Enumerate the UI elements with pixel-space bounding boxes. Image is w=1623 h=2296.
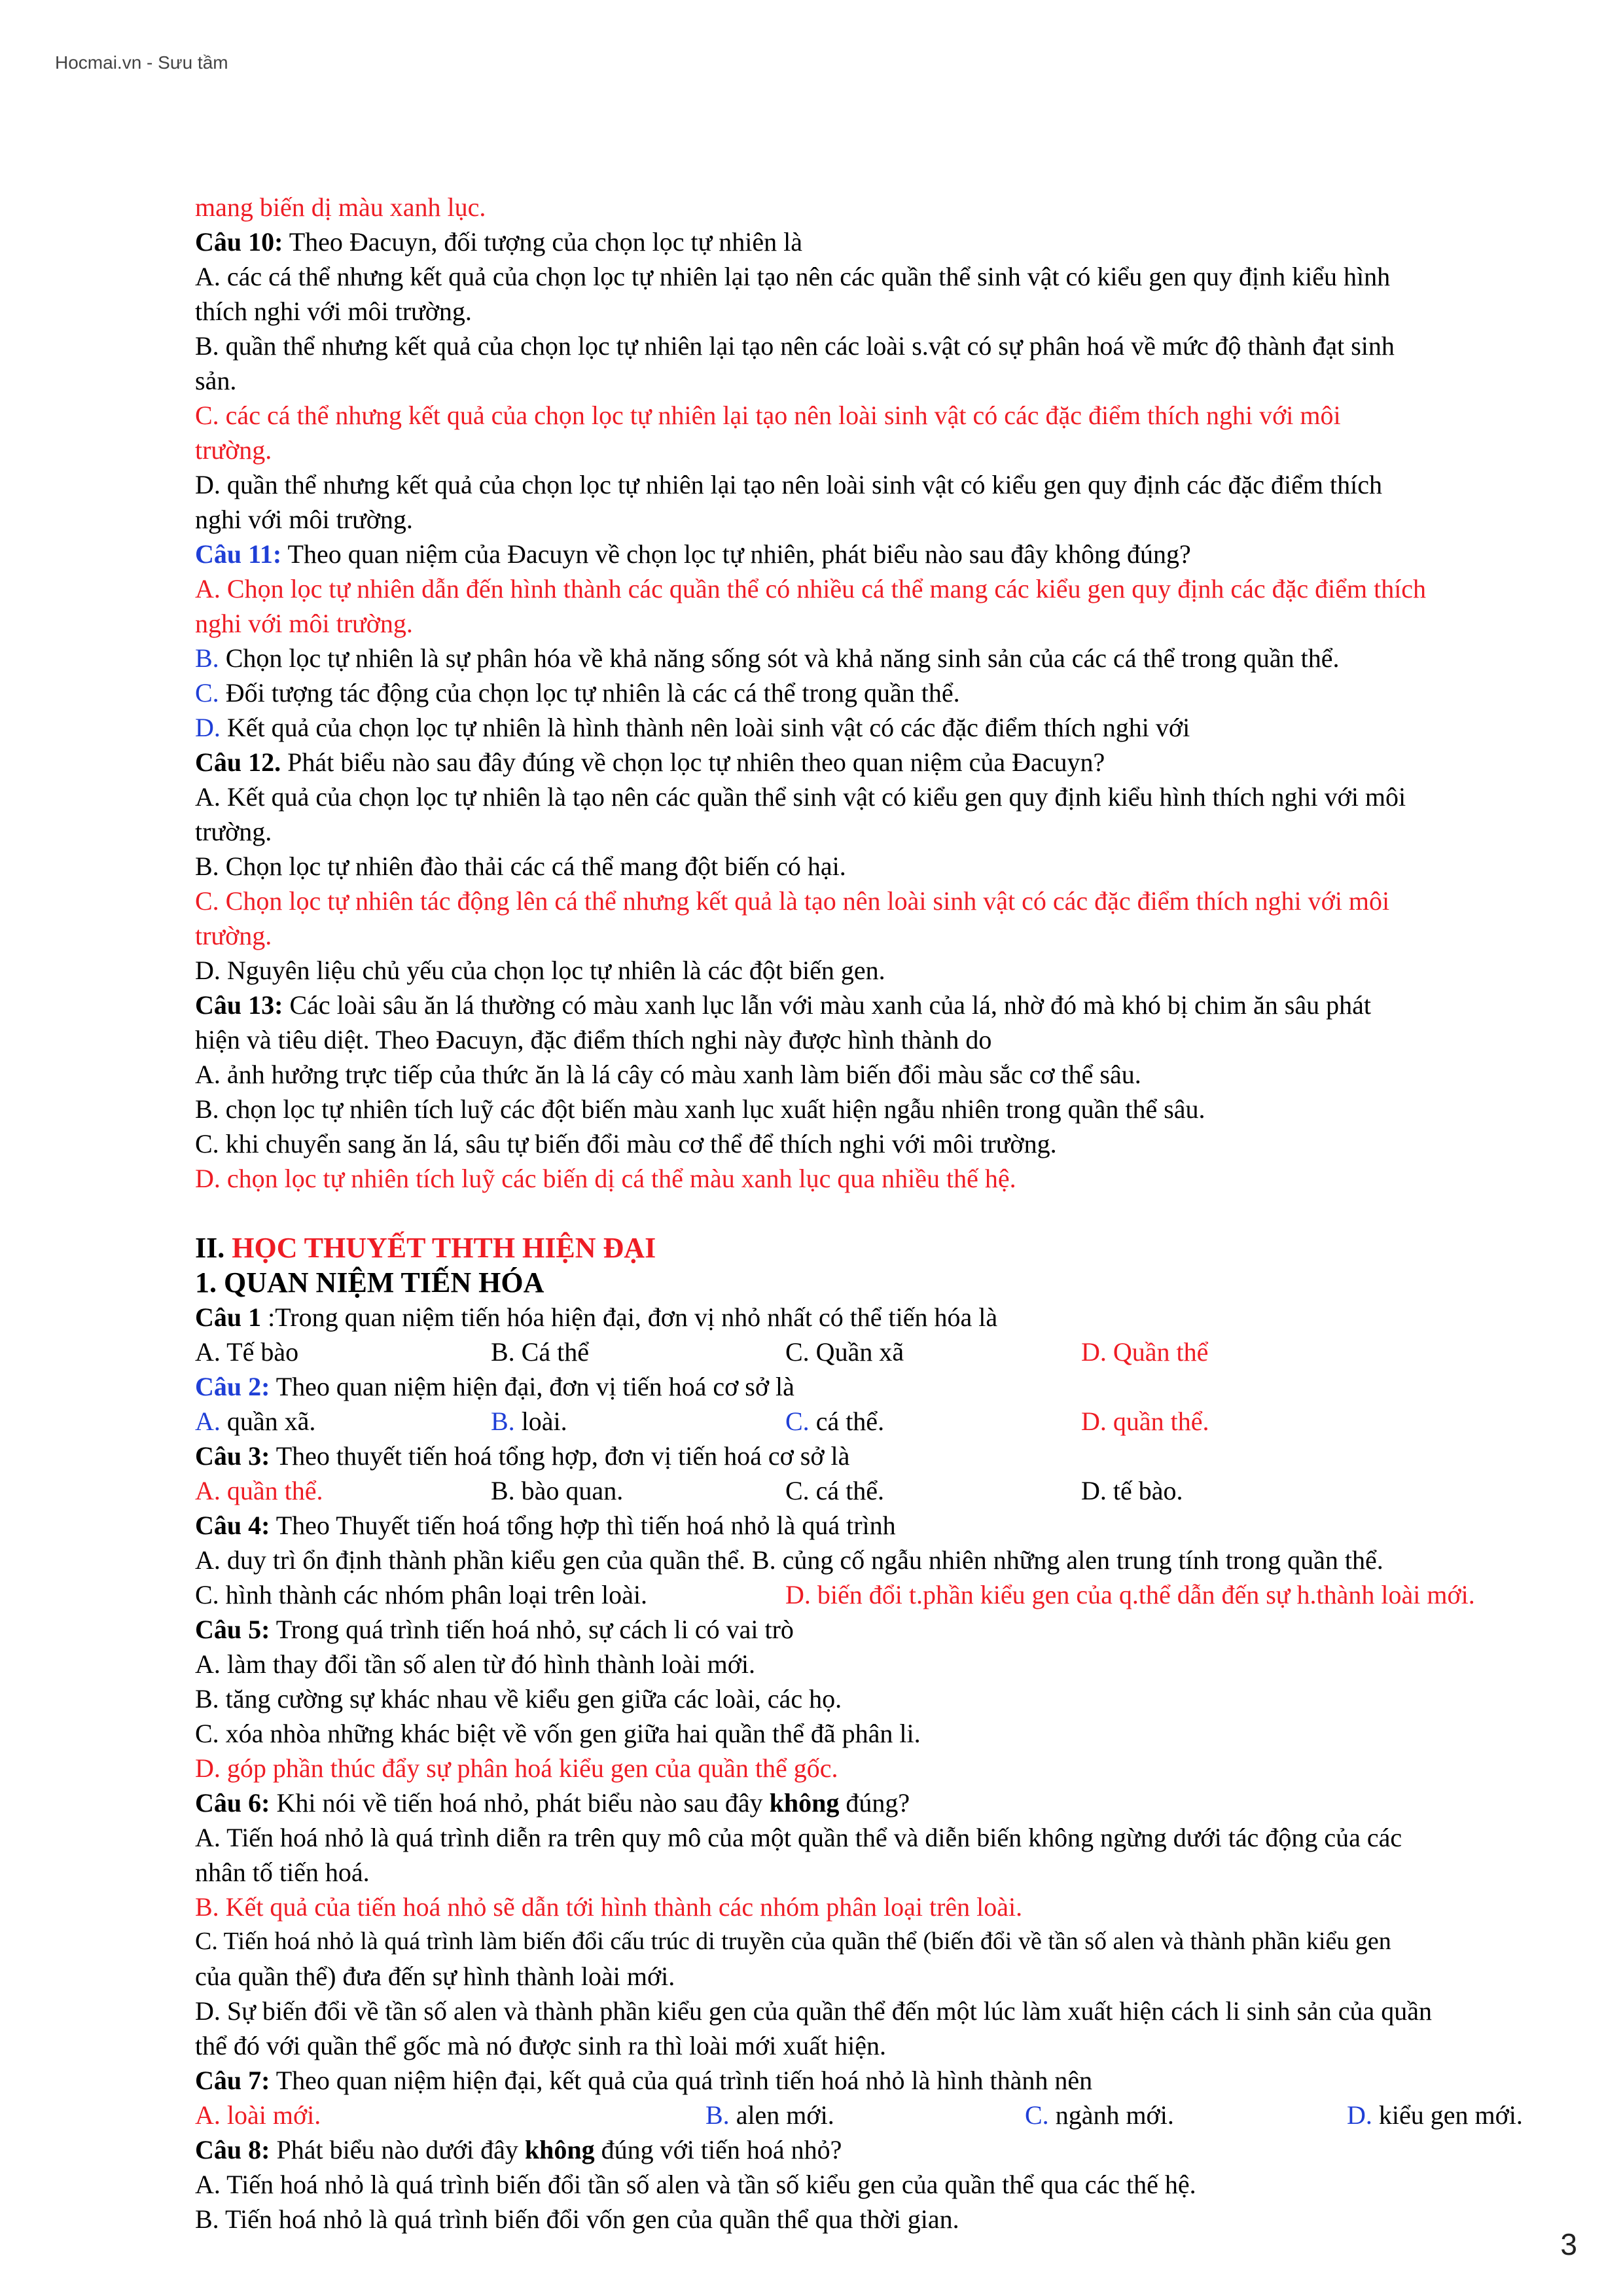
question-text: Phát biểu nào dưới đây bbox=[270, 2135, 525, 2164]
option-letter: C. bbox=[785, 1407, 810, 1436]
options-row bbox=[195, 2098, 1609, 2132]
option-line: B. quần thể nhưng kết quả của chọn lọc tự nhiên lại tạo nên các loài s.vật có sự phân hoá về mức độ thành đạt sinh bbox=[195, 331, 1395, 361]
option-line: D. quần thể nhưng kết quả của chọn lọc tự nhiên lại tạo nên loài sinh vật có kiểu gen quy định các đặc điểm thích bbox=[195, 470, 1382, 499]
option-line: A. ảnh hưởng trực tiếp của thức ăn là lá cây có màu xanh làm biến đổi màu sắc cơ thể sâu. bbox=[195, 1060, 1141, 1089]
option-line: A. Tiến hoá nhỏ là quá trình diễn ra trên quy mô của một quần thể và diễn biến không ngừng dưới tác động của các bbox=[195, 1823, 1402, 1852]
question-2 bbox=[195, 1369, 1609, 1404]
option-c bbox=[785, 1404, 1081, 1439]
answer-line: D. góp phần thúc đẩy sự phân hoá kiểu gen của quần thể gốc. bbox=[195, 1753, 838, 1783]
option-c: C. cá thể. bbox=[785, 1476, 885, 1505]
answer-line: nghi với môi trường. bbox=[195, 609, 413, 638]
option-line: A. làm thay đổi tần số alen từ đó hình thành loài mới. bbox=[195, 1649, 756, 1679]
question-10 bbox=[195, 224, 1609, 259]
option-a: A. quần thể. bbox=[195, 1476, 323, 1505]
question-4 bbox=[195, 1508, 1609, 1543]
option-text: alen mới. bbox=[729, 2100, 834, 2130]
options-row bbox=[195, 1473, 1609, 1508]
question-text-line: hiện và tiêu diệt. Theo Đacuyn, đặc điểm thích nghi này được hình thành do bbox=[195, 1025, 992, 1054]
question-text: đúng với tiến hoá nhỏ? bbox=[594, 2135, 842, 2164]
answer-line: C. Chọn lọc tự nhiên tác động lên cá thể nhưng kết quả là tạo nên loài sinh vật có các đặc điểm thích nghi với môi bbox=[195, 886, 1390, 916]
option-c bbox=[1025, 2098, 1347, 2132]
section-heading bbox=[195, 1230, 1609, 1265]
question-text: Theo thuyết tiến hoá tổng hợp, đơn vị tiến hoá cơ sở là bbox=[270, 1441, 850, 1471]
question-text: Trong quá trình tiến hoá nhỏ, sự cách li có vai trò bbox=[270, 1615, 794, 1644]
question-text: Khi nói về tiến hoá nhỏ, phát biểu nào sau đây bbox=[270, 1788, 770, 1818]
question-6 bbox=[195, 1785, 1609, 1820]
question-label: Câu 2: bbox=[195, 1372, 270, 1401]
option-line: A. Kết quả của chọn lọc tự nhiên là tạo nên các quần thể sinh vật có kiểu gen quy định kiểu hình thích nghi với môi bbox=[195, 782, 1406, 812]
option-text: loài. bbox=[514, 1407, 567, 1436]
emphasis: không bbox=[524, 2135, 595, 2164]
option-line: B. Chọn lọc tự nhiên đào thải các cá thể mang đột biến có hại. bbox=[195, 852, 846, 881]
spacer bbox=[195, 1196, 1609, 1230]
option-text: cá thể. bbox=[809, 1407, 885, 1436]
option-line: A. Tiến hoá nhỏ là quá trình biến đổi tần số alen và tần số kiểu gen của quần thể qua các thế hệ. bbox=[195, 2170, 1196, 2199]
option-b: B. Cá thể bbox=[491, 1337, 589, 1367]
text-line: mang biến dị màu xanh lục. bbox=[195, 192, 486, 222]
section-number: II. bbox=[195, 1232, 232, 1264]
option-letter: A. bbox=[195, 1407, 221, 1436]
question-text: Theo Thuyết tiến hoá tổng hợp thì tiến hoá nhỏ là quá trình bbox=[270, 1511, 896, 1540]
option-line: C. khi chuyển sang ăn lá, sâu tự biến đổi màu cơ thể để thích nghi với môi trường. bbox=[195, 1129, 1057, 1158]
option-text: Chọn lọc tự nhiên là sự phân hóa về khả năng sống sót và khả năng sinh sản của các cá thể trong quần thể. bbox=[219, 643, 1340, 673]
option-letter: C. bbox=[1025, 2100, 1049, 2130]
answer-line: C. các cá thể nhưng kết quả của chọn lọc tự nhiên lại tạo nên loài sinh vật có các đặc điểm thích nghi với môi bbox=[195, 401, 1341, 430]
option-letter: D. bbox=[1347, 2100, 1372, 2130]
option-line: B. tăng cường sự khác nhau về kiểu gen giữa các loài, các họ. bbox=[195, 1684, 842, 1713]
page-number: 3 bbox=[1560, 2227, 1577, 2261]
question-1 bbox=[195, 1300, 1609, 1335]
page-header: Hocmai.vn - Sưu tầm bbox=[55, 52, 228, 73]
option-line: nghi với môi trường. bbox=[195, 505, 413, 534]
option-c: C. hình thành các nhóm phân loại trên loài. bbox=[195, 1580, 647, 1609]
option-letter: C. bbox=[195, 678, 219, 708]
option-line: A. duy trì ổn định thành phần kiểu gen của quần thể. B. củng cố ngẫu nhiên những alen trung tính trong quần thể. bbox=[195, 1545, 1383, 1575]
question-text: Theo quan niệm của Đacuyn về chọn lọc tự nhiên, phát biểu nào sau đây không đúng? bbox=[281, 539, 1191, 569]
question-3 bbox=[195, 1439, 1609, 1473]
question-label: Câu 3: bbox=[195, 1441, 270, 1471]
question-13 bbox=[195, 988, 1609, 1022]
option-a bbox=[195, 1404, 491, 1439]
question-label: Câu 11: bbox=[195, 539, 282, 569]
subsection-heading: 1. QUAN NIỆM TIẾN HÓA bbox=[195, 1266, 544, 1299]
question-label: Câu 8: bbox=[195, 2135, 270, 2164]
question-text: Phát biểu nào sau đây đúng về chọn lọc tự nhiên theo quan niệm của Đacuyn? bbox=[281, 747, 1105, 777]
question-text: Theo quan niệm hiện đại, đơn vị tiến hoá cơ sở là bbox=[270, 1372, 794, 1401]
option-b: B. bào quan. bbox=[491, 1476, 624, 1505]
answer-line: D. chọn lọc tự nhiên tích luỹ các biến dị cá thể màu xanh lục qua nhiều thế hệ. bbox=[195, 1164, 1016, 1193]
answer-line: trường. bbox=[195, 435, 272, 465]
option-d bbox=[1347, 2098, 1523, 2132]
option-d: D. Quần thể bbox=[1081, 1337, 1209, 1367]
option-line: B. Tiến hoá nhỏ là quá trình biến đổi vốn gen của quần thể qua thời gian. bbox=[195, 2204, 959, 2234]
option-line: D. Nguyên liệu chủ yếu của chọn lọc tự nhiên là các đột biến gen. bbox=[195, 956, 885, 985]
option-line: nhân tố tiến hoá. bbox=[195, 1857, 370, 1887]
question-text: Theo quan niệm hiện đại, kết quả của quá trình tiến hoá nhỏ là hình thành nên bbox=[270, 2066, 1093, 2095]
option-line: thể đó với quần thể gốc mà nó được sinh ra thì loài mới xuất hiện. bbox=[195, 2031, 887, 2060]
options-row bbox=[195, 1335, 1609, 1369]
option-text: quần xã. bbox=[220, 1407, 316, 1436]
option-line: của quần thể) đưa đến sự hình thành loài mới. bbox=[195, 1962, 675, 1991]
question-8 bbox=[195, 2132, 1609, 2167]
question-label: Câu 7: bbox=[195, 2066, 270, 2095]
option-d: D. biến đổi t.phần kiểu gen của q.thể dẫn đến sự h.thành loài mới. bbox=[785, 1580, 1475, 1609]
question-label: Câu 1 bbox=[195, 1302, 262, 1332]
option-b bbox=[705, 2098, 1025, 2132]
option-line: A. các cá thể nhưng kết quả của chọn lọc tự nhiên lại tạo nên các quần thể sinh vật có kiểu gen quy định kiểu hình bbox=[195, 262, 1391, 291]
answer-line: B. Kết quả của tiến hoá nhỏ sẽ dẫn tới hình thành các nhóm phân loại trên loài. bbox=[195, 1892, 1023, 1922]
option-text: Kết quả của chọn lọc tự nhiên là hình thành nên loài sinh vật có các đặc điểm thích nghi với bbox=[220, 713, 1190, 742]
option-line: C. Tiến hoá nhỏ là quá trình làm biến đổi cấu trúc di truyền của quần thể (biến đổi về tần số alen và thành phần kiểu gen bbox=[195, 1928, 1391, 1955]
question-7 bbox=[195, 2063, 1609, 2098]
option-text: ngành mới. bbox=[1048, 2100, 1174, 2130]
question-label: Câu 10: bbox=[195, 227, 283, 257]
option-letter: B. bbox=[705, 2100, 730, 2130]
option-line: trường. bbox=[195, 817, 272, 846]
option-line bbox=[195, 710, 1609, 745]
section-title: HỌC THUYẾT THTH HIỆN ĐẠI bbox=[232, 1232, 656, 1264]
option-d: D. quần thể. bbox=[1081, 1407, 1209, 1436]
question-text: Theo Đacuyn, đối tượng của chọn lọc tự nhiên là bbox=[283, 227, 803, 257]
question-text: Các loài sâu ăn lá thường có màu xanh lục lẫn với màu xanh của lá, nhờ đó mà khó bị chim ăn sâu phát bbox=[283, 990, 1371, 1020]
option-c: C. Quần xã bbox=[785, 1337, 904, 1367]
question-11 bbox=[195, 537, 1609, 571]
question-label: Câu 6: bbox=[195, 1788, 270, 1818]
option-line: B. chọn lọc tự nhiên tích luỹ các đột biến màu xanh lục xuất hiện ngẫu nhiên trong quần thể sâu. bbox=[195, 1094, 1205, 1124]
question-text: :Trong quan niệm tiến hóa hiện đại, đơn vị nhỏ nhất có thể tiến hóa là bbox=[261, 1302, 998, 1332]
option-letter: B. bbox=[491, 1407, 515, 1436]
option-d: D. tế bào. bbox=[1081, 1476, 1183, 1505]
question-5 bbox=[195, 1612, 1609, 1647]
answer-line: A. Chọn lọc tự nhiên dẫn đến hình thành các quần thể có nhiều cá thể mang các kiểu gen quy định các đặc điểm thích bbox=[195, 574, 1427, 603]
option-text: kiểu gen mới. bbox=[1372, 2100, 1523, 2130]
question-label: Câu 4: bbox=[195, 1511, 270, 1540]
option-text: Đối tượng tác động của chọn lọc tự nhiên là các cá thể trong quần thể. bbox=[219, 678, 960, 708]
question-text: đúng? bbox=[839, 1788, 910, 1818]
option-b bbox=[491, 1404, 785, 1439]
answer-line: trường. bbox=[195, 921, 272, 950]
option-a: A. loài mới. bbox=[195, 2100, 321, 2130]
option-line: thích nghi với môi trường. bbox=[195, 296, 472, 326]
question-label: Câu 13: bbox=[195, 990, 283, 1020]
option-letter: B. bbox=[195, 643, 219, 673]
option-line: sản. bbox=[195, 366, 237, 395]
option-line: D. Sự biến đổi về tần số alen và thành phần kiểu gen của quần thể đến một lúc làm xuất hiện cách li sinh sản của quần bbox=[195, 1996, 1433, 2026]
question-12 bbox=[195, 745, 1609, 780]
document-body bbox=[195, 190, 1609, 2236]
question-label: Câu 5: bbox=[195, 1615, 270, 1644]
option-letter: D. bbox=[195, 713, 221, 742]
options-row bbox=[195, 1577, 1609, 1612]
options-row bbox=[195, 1404, 1609, 1439]
question-label: Câu 12. bbox=[195, 747, 281, 777]
option-line bbox=[195, 675, 1609, 710]
option-line: C. xóa nhòa những khác biệt về vốn gen giữa hai quần thể đã phân li. bbox=[195, 1719, 921, 1748]
option-line bbox=[195, 641, 1609, 675]
option-a: A. Tế bào bbox=[195, 1337, 299, 1367]
emphasis: không bbox=[769, 1788, 840, 1818]
